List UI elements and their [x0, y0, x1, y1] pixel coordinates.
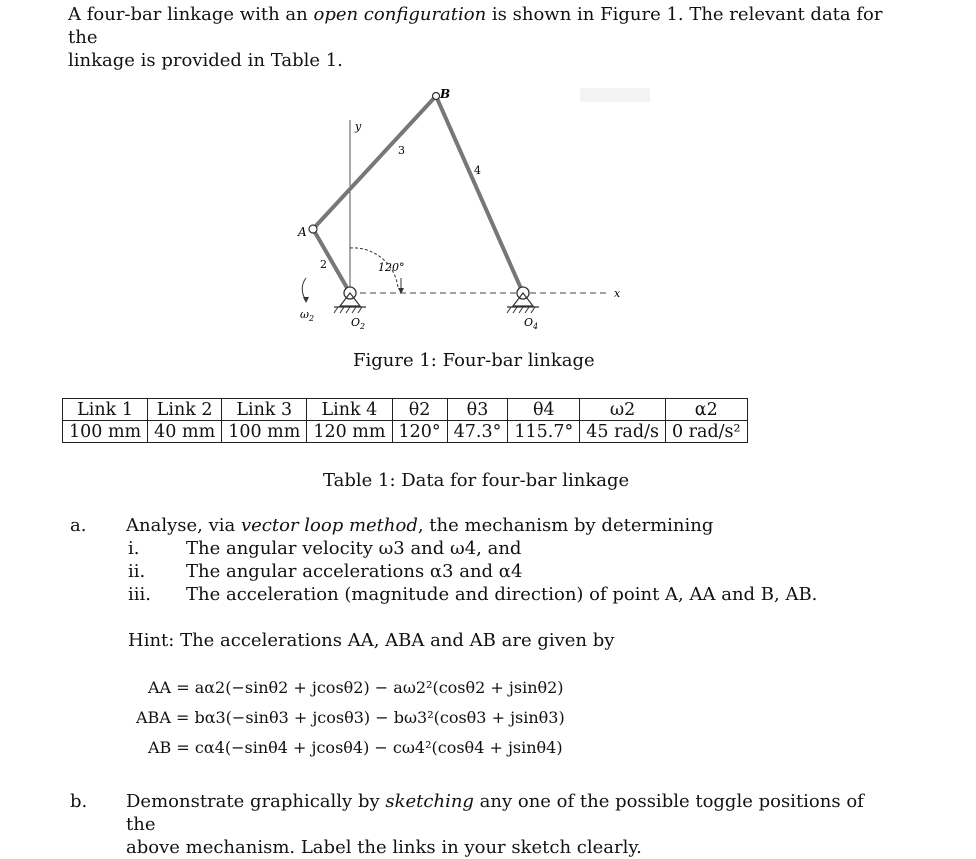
table-header-row [63, 399, 748, 421]
four-bar-linkage-figure [280, 78, 660, 348]
table-value-cell: 45 rad/s [580, 421, 666, 443]
table-value-cell: 100 mm [222, 421, 307, 443]
label-omega: $\omega_2$ [300, 308, 315, 323]
link-4 [436, 96, 523, 293]
intro-line-2: linkage is provided in Table 1. [68, 50, 343, 71]
question-b-text: Demonstrate graphically by sketching any one of the possible toggle positions of the above mechanism. Label the links in your sketch clearly. [126, 791, 864, 858]
equation-aba: ABA = bα3(−sinθ3 + jcosθ3) − bω3²(cosθ3 + jsinθ3) [136, 708, 565, 727]
link-3 [313, 96, 436, 229]
table-header-cell: ω2 [580, 399, 666, 421]
label-o4: $O_4$ [524, 316, 539, 331]
ground-o4 [507, 287, 539, 313]
table-header-cell: α2 [665, 399, 747, 421]
table-header-cell: θ3 [447, 399, 508, 421]
label-b: B [440, 87, 451, 101]
table-header-cell: θ4 [508, 399, 580, 421]
table-caption: Table 1: Data for four-bar linkage [323, 470, 630, 491]
label-link-3: 3 [398, 144, 405, 157]
label-o2: $O_2$ [351, 316, 366, 331]
table-value-cell: 120° [392, 421, 447, 443]
item-text-2: The angular accelerations α3 and α4 [186, 561, 523, 582]
table-value-cell: 120 mm [307, 421, 392, 443]
table-value-row [63, 421, 748, 443]
label-y: y [355, 120, 362, 133]
hint-text: Hint: The accelerations AA, ABA and AB are given by [128, 630, 615, 651]
omega-arrowhead [303, 297, 309, 303]
omega-arc [302, 278, 306, 300]
equation-ab: AB = cα4(−sinθ4 + jcosθ4) − cω4²(cosθ4 + jsinθ4) [148, 738, 563, 757]
table-header-cell: Link 1 [63, 399, 148, 421]
table-value-cell: 100 mm [63, 421, 148, 443]
intro-emphasis: open configuration [313, 4, 487, 25]
label-angle: 120° [378, 261, 405, 274]
table-value-cell: 0 rad/s² [665, 421, 747, 443]
item-num-2: ii. [128, 561, 146, 582]
table-value-cell: 115.7° [508, 421, 580, 443]
figure-caption: Figure 1: Four-bar linkage [353, 350, 595, 371]
item-num-3: iii. [128, 584, 151, 605]
label-x: x [614, 287, 621, 300]
table-value-cell: 40 mm [148, 421, 222, 443]
question-a-intro: Analyse, via vector loop method, the mechanism by determining [126, 515, 714, 536]
table-value-cell: 47.3° [447, 421, 508, 443]
link-2 [313, 229, 350, 293]
item-num-1: i. [128, 538, 140, 559]
pin-a [309, 225, 317, 233]
intro-text-cont: is shown in Figure 1. The relevant data for the [68, 4, 883, 48]
table-header-cell: Link 4 [307, 399, 392, 421]
item-text-1: The angular velocity ω3 and ω4, and [186, 538, 522, 559]
table-header-cell: θ2 [392, 399, 447, 421]
question-b-letter: b. [70, 791, 88, 812]
item-text-3: The acceleration (magnitude and direction) of point A, AA and B, AB. [186, 584, 818, 605]
equation-aa: AA = aα2(−sinθ2 + jcosθ2) − aω2²(cosθ2 + jsinθ2) [148, 678, 564, 697]
table-header-cell: Link 3 [222, 399, 307, 421]
pin-b [433, 93, 440, 100]
intro-text: A four-bar linkage with an [68, 4, 314, 25]
label-link-2: 2 [320, 258, 327, 271]
faint-mark [580, 88, 650, 102]
table-header-cell: Link 2 [148, 399, 222, 421]
linkage-data-table [62, 398, 748, 443]
label-a: A [298, 225, 307, 239]
intro-paragraph [68, 3, 888, 72]
label-link-4: 4 [474, 164, 481, 177]
question-a-letter: a. [70, 515, 87, 536]
ground-o2 [334, 287, 366, 313]
